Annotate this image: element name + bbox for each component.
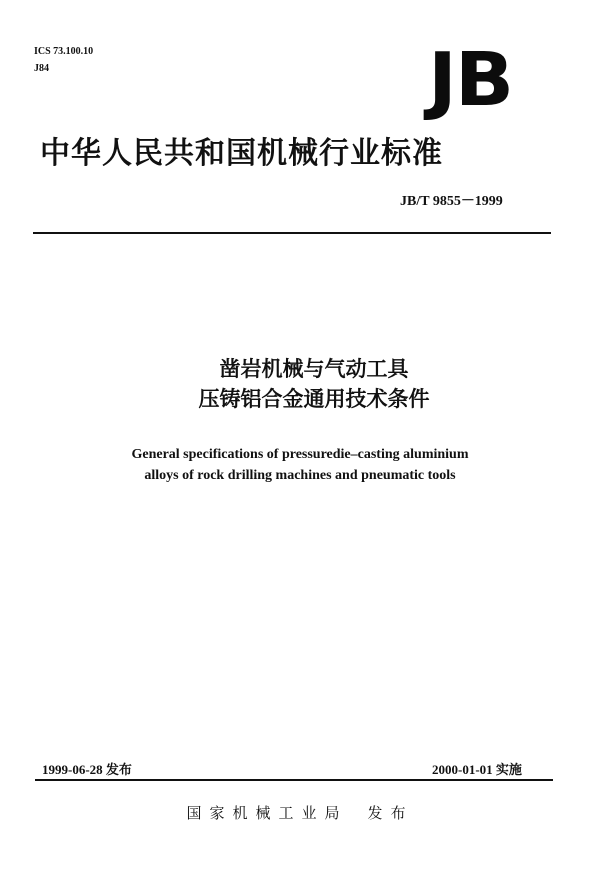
english-title-line-1: General specifications of pressuredie–casting aluminium [131, 447, 469, 462]
header-divider [33, 232, 551, 234]
chinese-title-line-1: 凿岩机械与气动工具 [219, 357, 409, 381]
chinese-title [0, 354, 600, 414]
english-title-line-2: alloys of rock drilling machines and pneumatic tools [144, 468, 456, 483]
standard-number: JB/T 9855－1999 [400, 194, 503, 209]
classification-code: J84 [34, 63, 49, 74]
ics-code: ICS 73.100.10 [34, 46, 94, 57]
english-title [0, 444, 600, 486]
publisher-name: 国家机械工业局 [186, 804, 348, 822]
issue-date: 1999-06-28 发布 [42, 762, 132, 777]
standard-category-title: 中华人民共和国机械行业标准 [40, 136, 443, 171]
publisher-line [0, 802, 600, 823]
footer-divider [35, 779, 553, 781]
jb-logo: JB [428, 37, 512, 123]
publisher-action: 发布 [367, 804, 414, 822]
implementation-date: 2000-01-01 实施 [432, 762, 522, 777]
chinese-title-line-2: 压铸铝合金通用技术条件 [198, 387, 430, 411]
